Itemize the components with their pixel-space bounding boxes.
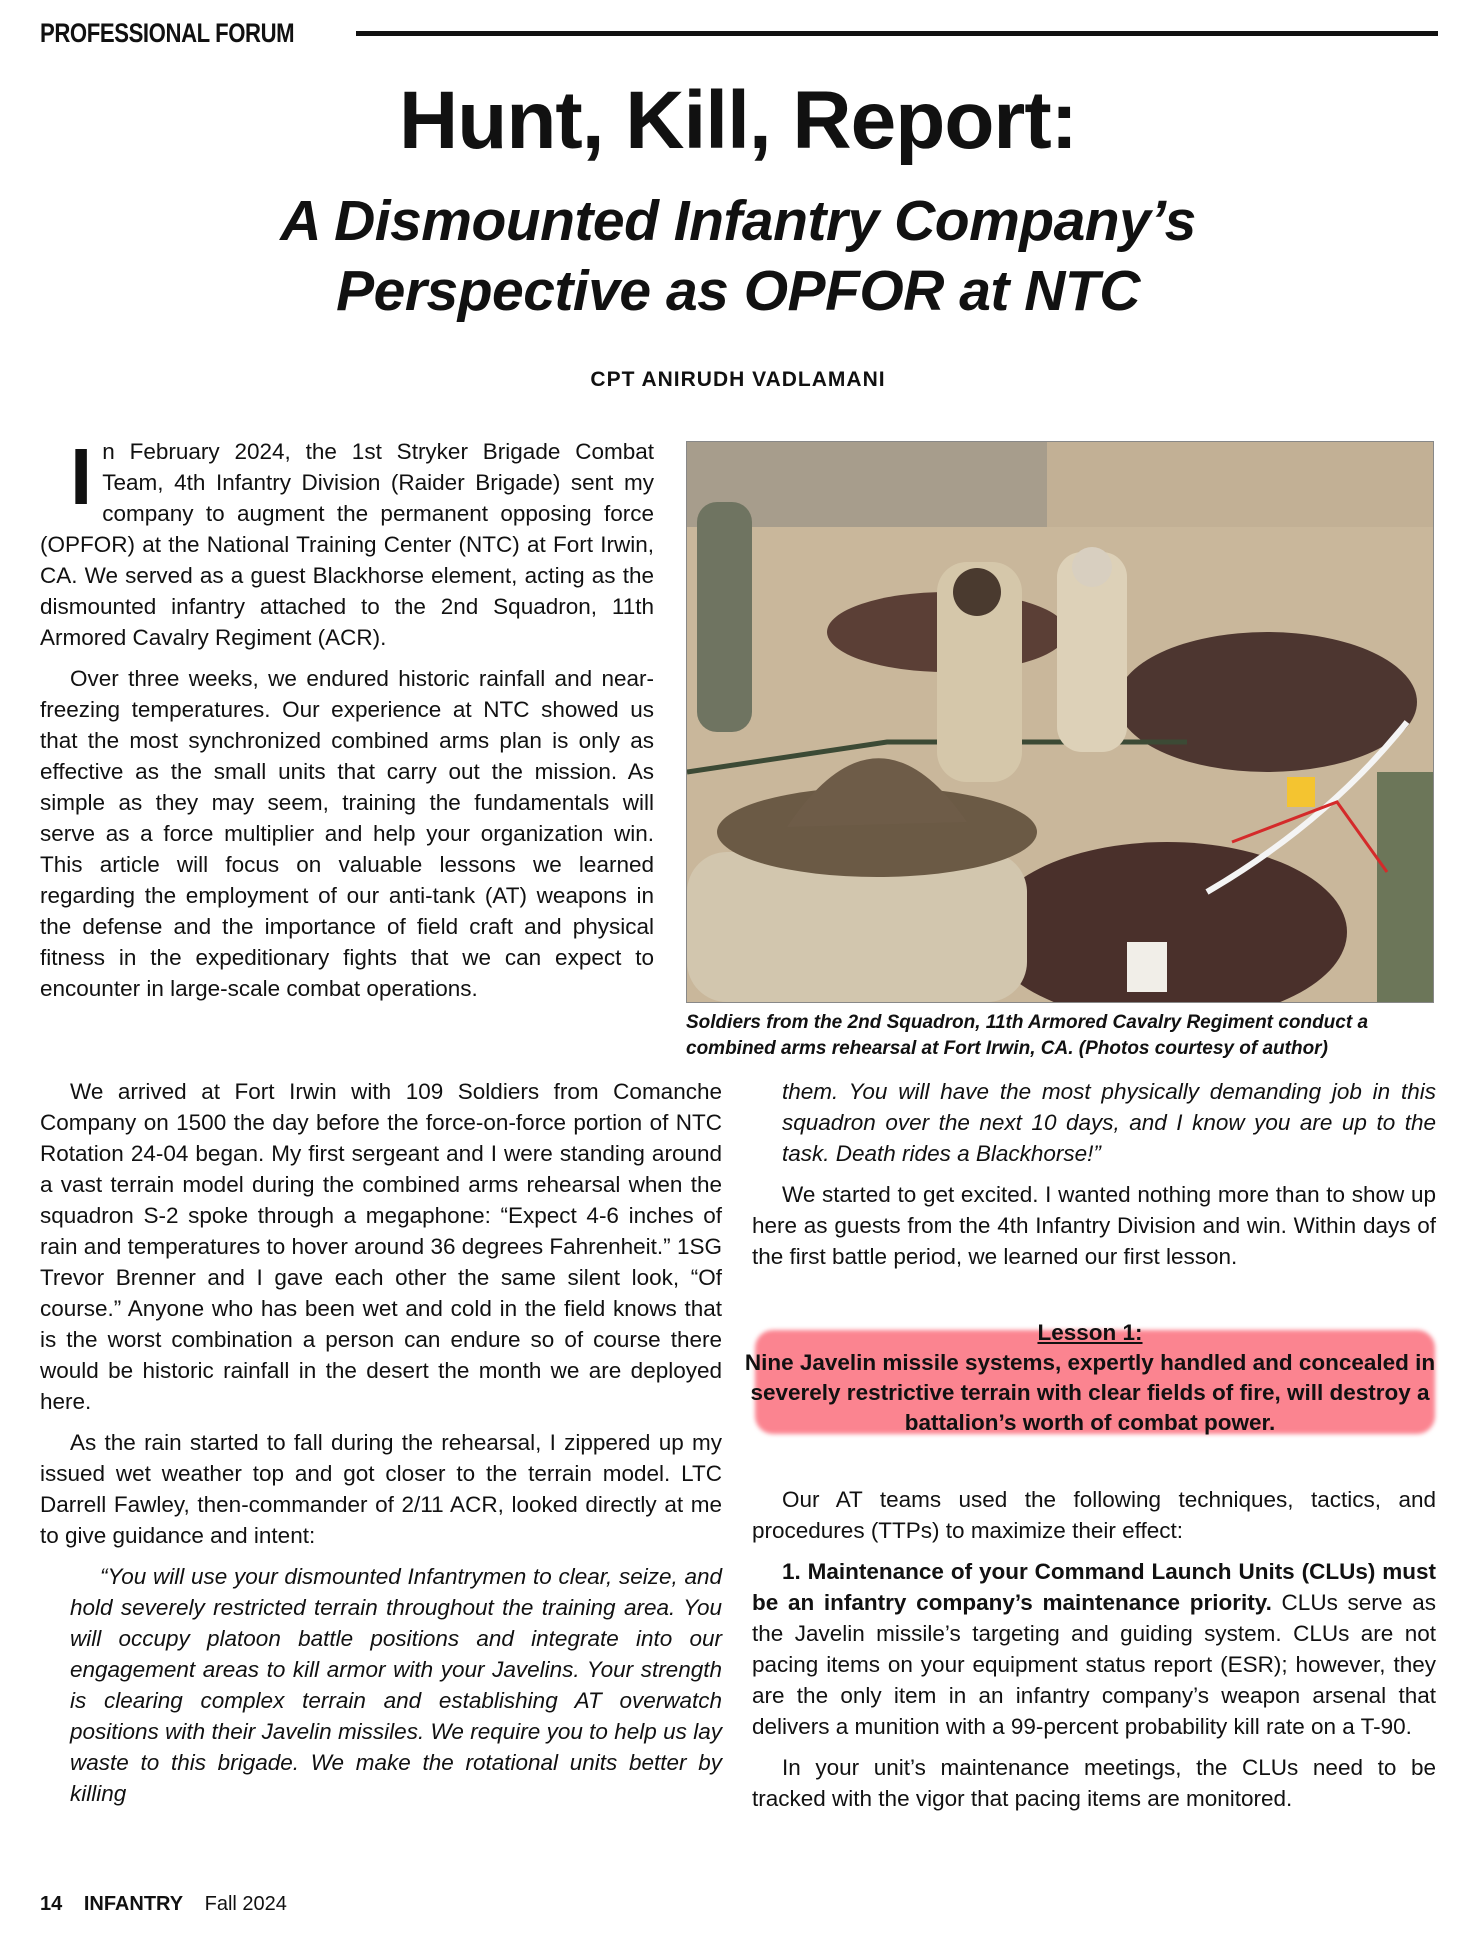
magazine-name: INFANTRY [83,1893,184,1915]
right-column [752,1076,1436,1282]
left-column-bottom [40,1076,722,1819]
subtitle-line-1: A Dismounted Infantry Company’s [280,189,1196,253]
subtitle-line-2: Perspective as OPFOR at NTC [336,259,1140,323]
page-footer [40,1893,303,1916]
photo-caption: Soldiers from the 2nd Squadron, 11th Armored Cavalry Regiment conduct a combined arms rehearsal at Fort Irwin, CA. (Photos courtesy of author) [686,1012,1369,1059]
paragraph-3: We arrived at Fort Irwin with 109 Soldiers from Comanche Company on 1500 the day before the force-on-force portion of NTC Rotation 24-04 began. My first sergeant and I were standing around a vast terrain model during the combined arms rehearsal when the squadron S-2 spoke through a megaphone: “Expect 4-6 inches of rain and temperatures to hover around 36 degrees Fahrenheit.” 1SG Trevor Brenner and I gave each other the same silent look, “Of course.” Anyone who has been wet and cold in the field knows that is the worst combination a person can endure so of course there would be historic rainfall in the desert the month we are deployed here. [40,1079,722,1414]
lesson-text: Nine Javelin missile systems, expertly handled and concealed in severely restrictive terrain with clear fields of fire, will destroy a battalion’s worth of combat power. [744,1350,1436,1435]
drop-cap: I [70,432,93,521]
paragraph-maintenance: In your unit’s maintenance meetings, the CLUs need to be tracked with the vigor that pacing items are monitored. [752,1755,1436,1811]
paragraph-ttps: Our AT teams used the following techniques, tactics, and procedures (TTPs) to maximize their effect: [752,1487,1436,1543]
lesson-callout [740,1318,1440,1438]
left-column-top [40,432,654,1014]
article-photo [686,441,1434,1003]
article-subtitle [0,186,1476,326]
right-column-lower [752,1484,1436,1824]
paragraph-2: Over three weeks, we endured historic rainfall and near-freezing temperatures. Our experience at NTC showed us that the most synchronized combined arms plan is only as effective as the small units that carry out the mission. As simple as they may seem, training the fundamentals will serve as a force multiplier and help your organization win. This article will focus on valuable lessons we learned regarding the employment of our anti-tank (AT) weapons in the defense and the importance of field craft and physical fitness in the expeditionary fights that we can expect to encounter in large-scale combat operations. [40,666,654,1001]
byline: CPT ANIRUDH VADLAMANI [590,368,886,391]
lesson-label: Lesson 1: [1037,1320,1143,1345]
clu-heading: 1. Maintenance of your Command Launch Units (CLUs) must be an infantry company’s maintenance priority. [752,1559,1436,1615]
issue-date: Fall 2024 [204,1893,287,1915]
article-title: Hunt, Kill, Report: [399,75,1077,166]
paragraph-excited: We started to get excited. I wanted nothing more than to show up here as guests from the 4th Infantry Division and win. Within days of the first battle period, we learned our first lesson. [752,1182,1436,1269]
commander-quote: “You will use your dismounted Infantrymen to clear, seize, and hold severely restricted terrain throughout the training area. You will occupy platoon battle positions and integrate into our engagement areas to kill armor with your Javelins. Your strength is clearing complex terrain and establishing AT overwatch positions with their Javelin missiles. We require you to help us lay waste to this brigade. We make the rotational units better by killing [70,1564,722,1806]
header-rule [356,31,1438,36]
page-number: 14 [40,1893,63,1915]
paragraph-intro [40,432,654,653]
terrain-model-photo [687,442,1433,1002]
paragraph-4: As the rain started to fall during the rehearsal, I zippered up my issued wet weather top and got closer to the terrain model. LTC Darrell Fawley, then-commander of 2/11 ACR, looked directly at me to give guidance and intent: [40,1430,722,1548]
section-label: PROFESSIONAL FORUM [40,18,295,48]
intro-text: n February 2024, the 1st Stryker Brigade Combat Team, 4th Infantry Division (Raider Brigade) sent my company to augment the permanent opposing force (OPFOR) at the National Training Center (NTC) at Fort Irwin, CA. We served as a guest Blackhorse element, acting as the dismounted infantry attached to the 2nd Squadron, 11th Armored Cavalry Regiment (ACR). [40,439,654,650]
section-header [40,18,1438,49]
clu-body: CLUs serve as the Javelin missile’s targeting and guiding system. CLUs are not pacing items on your equipment status report (ESR); however, they are the only item in an infantry company’s weapon arsenal that delivers a munition with a 99-percent probability kill rate on a T-90. [752,1590,1436,1739]
paragraph-clu [752,1556,1436,1742]
quote-continued: them. You will have the most physically demanding job in this squadron over the next 10 days, and I know you are up to the task. Death rides a Blackhorse!” [782,1079,1436,1166]
